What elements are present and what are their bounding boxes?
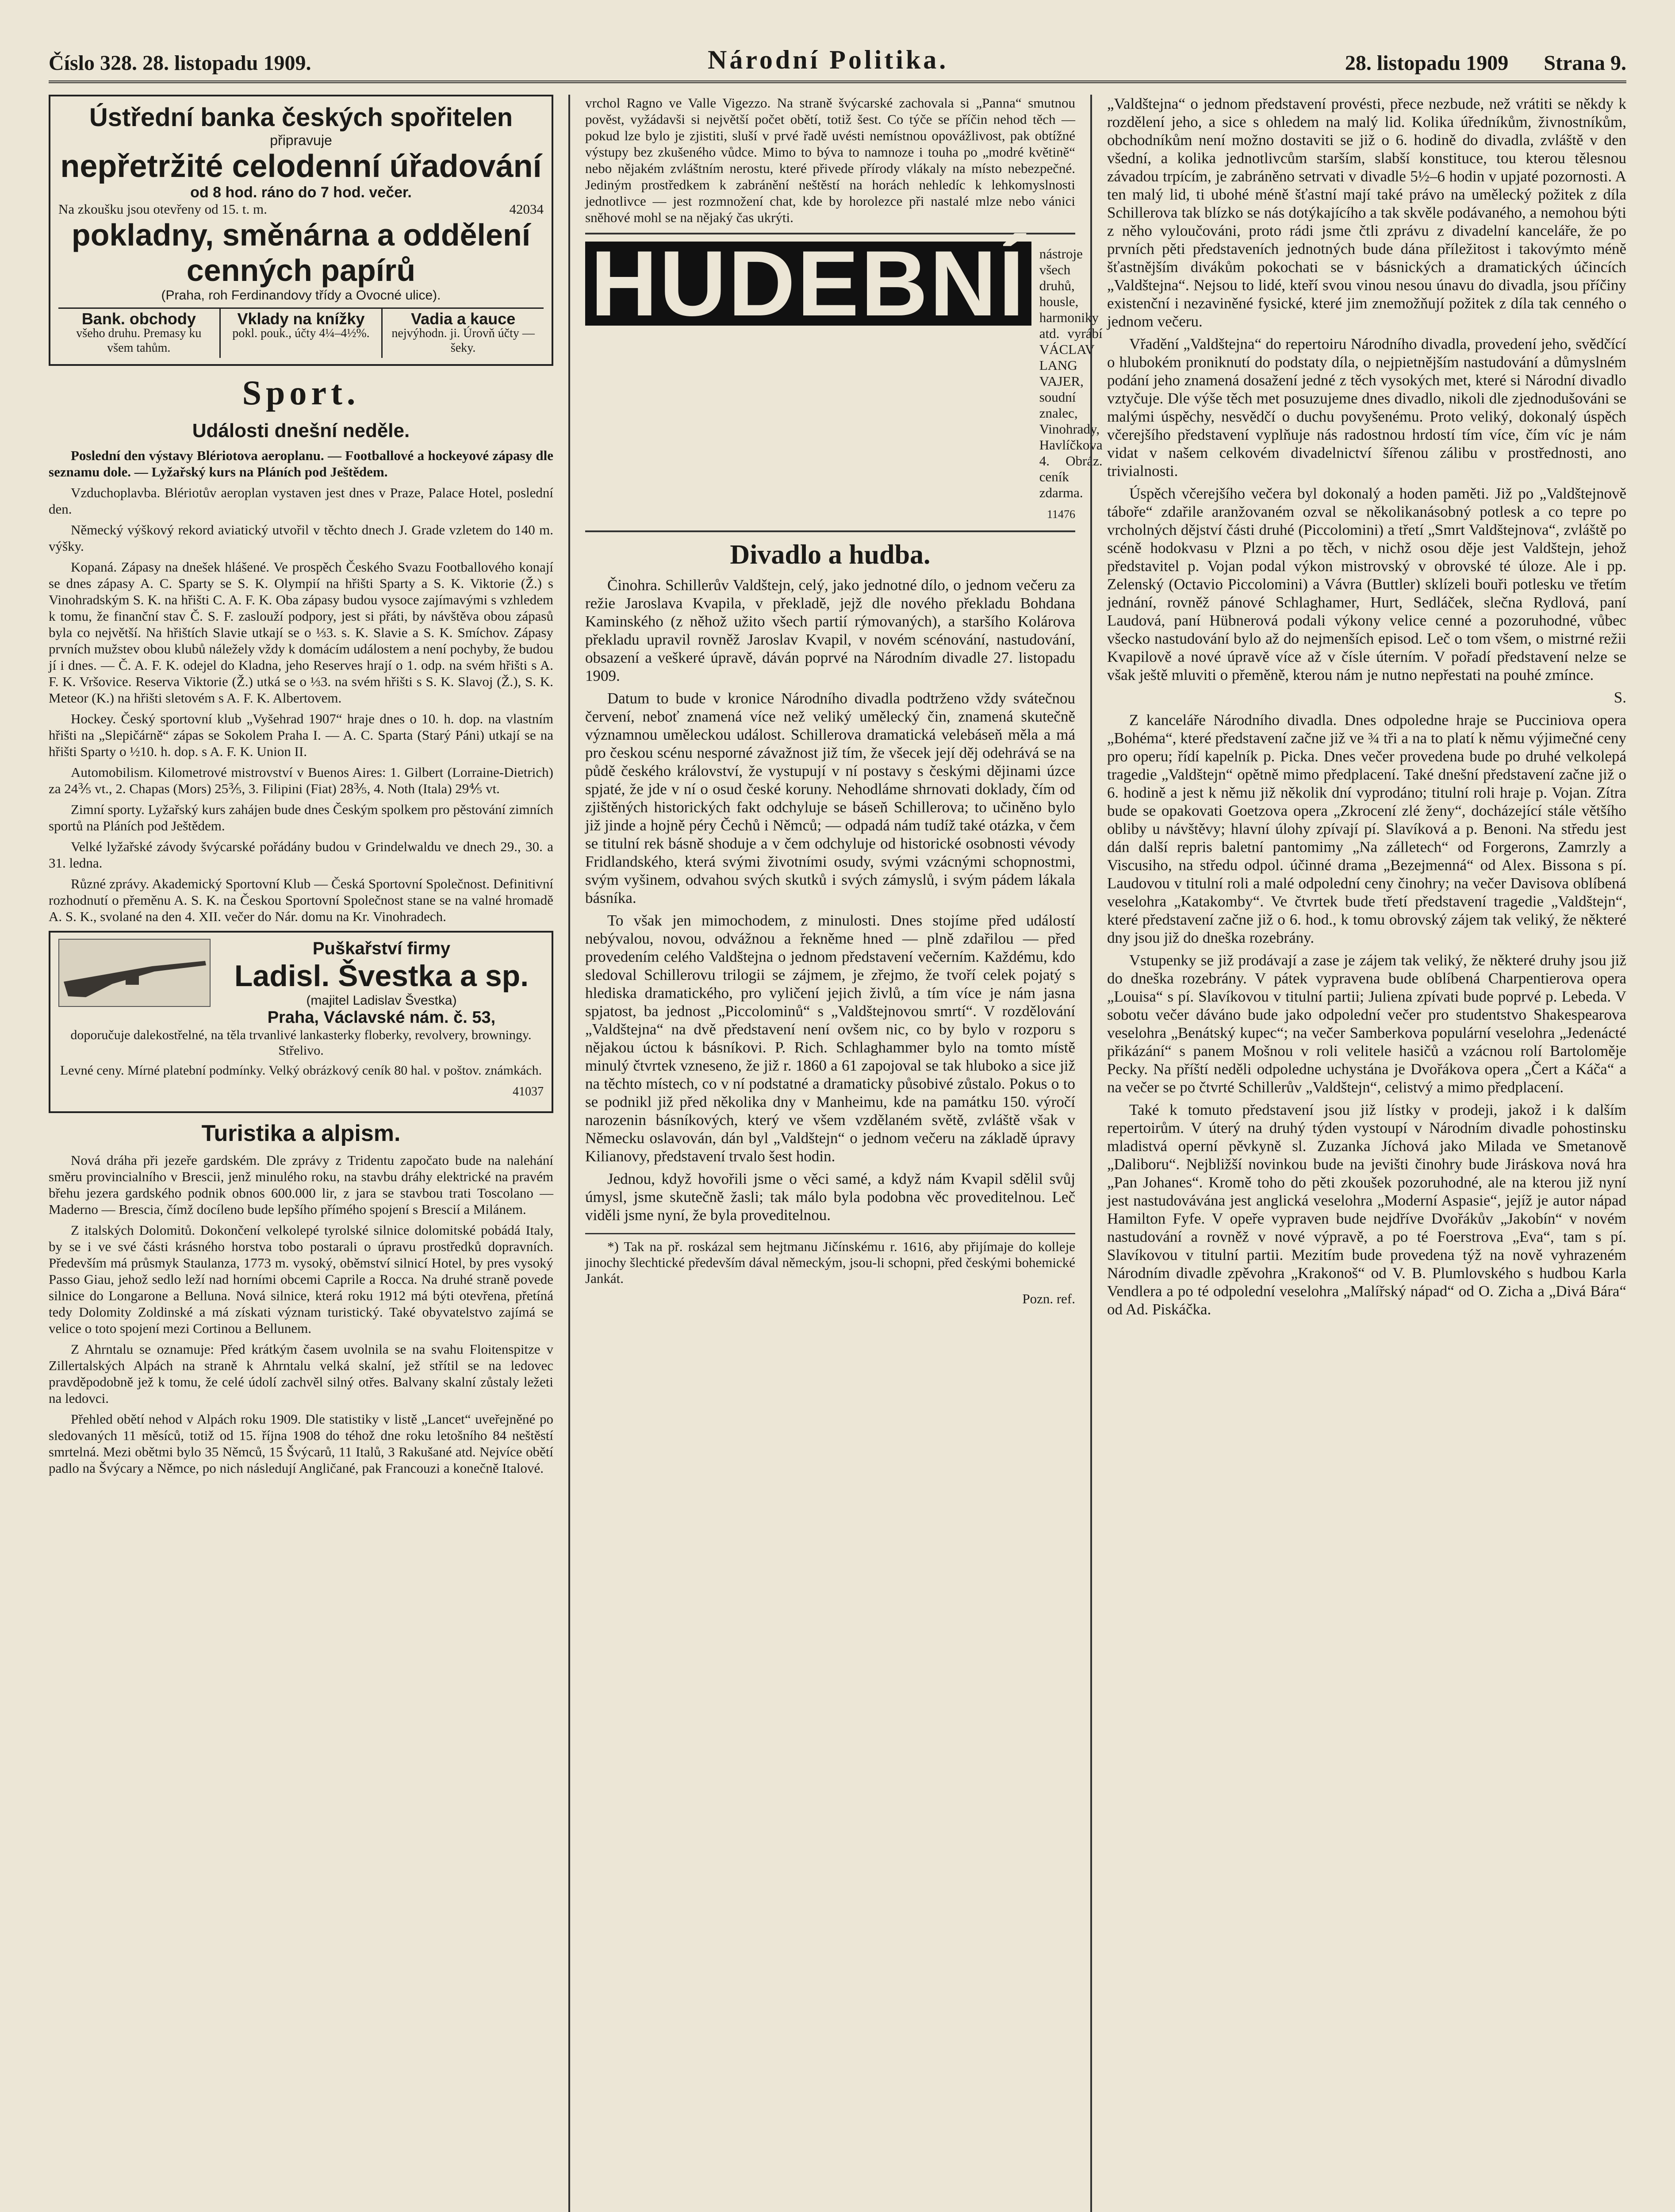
- footnote-text: *) Tak na př. roskázal sem hejtmanu Jičínskému r. 1616, aby přijímaje do kolleje jinochy šlechtické především dával německým, jsou-li schopni, před českými bohemické Jankát.: [585, 1239, 1075, 1286]
- theatre-paragraph: Vřadění „Valdštejna“ do repertoiru Národního divadla, provedení jeho, svědčící o hlubokém proniknutí do podstaty díla, o nejpietnějším nastudování a důmyslném podání jeho znamená dosažení jedné z těch vysokých met, které si Národní divadlo vztyčuje. Dle výše těch met posuzujeme dnes divadlo, nikoli dle zjednodušováni se malými úspěchy, nesvědčí o duchu povyšenému. Proto veliký, dokonalý úspěch včerejšího představení vyplňuje nás radostnou hrdostí tím více, čím víc je nám vidat v našem celkovém divadelnictví šířenou zálibu v prostřednosti, ano trivialnosti.: [1107, 335, 1626, 480]
- bank-trial: Na zkoušku jsou otevřeny od 15. t. m.: [58, 201, 267, 217]
- section-title-sport: Sport.: [242, 373, 360, 412]
- bank-headline-2: pokladny, směnárna a oddělení cenných papírů: [71, 218, 531, 288]
- tourism-paragraph: Z Ahrntalu se oznamuje: Před krátkým časem uvolnila se na svahu Floitenspitze v Zillertalských Alpách na straně k Ahrntalu velká skalní, jež střítil se na ledovec pravděpodobně jež k tomu, že celé údolí zachvěl silný otřes. Balvany skalní zůstaly ležeti na ledovci.: [49, 1341, 553, 1406]
- theatre-paragraph: „Valdštejna“ o jednom představení provésti, přece nezbude, než vrátiti se někdy k rozdělení jeho, a sice s ohledem na malý lid. Kolika úředníkům, živnostníkům, obchodníkům není možno dostaviti se již o 6. hodině do divadla, zvláště v den všední, a kolika jednotlivcům starším, slabší konstituce, tou kterou tělesnou závadou trpícím, je zabráněno setrvati v divadle 5½–6 hodin v upjaté pozornosti. A ten malý lid, ti ubohé méně šťastní mají také právo na umělecký požitek z díla Schillerova tak blízko se nás dotýkajícího a tak skvěle podávaného, a nemohou býti z něho vyloučováni, proto rádi jsme čtli zprávu z divadelní kanceláře, že po prvních pěti představeních jednotných bude dána příležitost i takovýmto méně šťastnějším divákům pokochati se v básnických a dramatických účincích „Valdštejna“. Nejsou to lidé, kteří svou vinou nesou únavu do divadla, jsou příčiny existenční i nezaviněné fysické, které jim znemožňují požitek z díla tak cenného o jednom večeru.: [1107, 95, 1626, 330]
- gun-code: 41037: [513, 1085, 544, 1098]
- theatre-paragraph: Úspěch včerejšího večera byl dokonalý a hoden paměti. Již po „Valdštejnově táboře“ zdařile aranžovaném ozval se několikanásobný potlesk a co tepre po vrcholných dějství části druhé (Piccolomini) a třetí „Smrt Valdštejnova“, zvláště po scéně hodokvasu v Plzni a po těch, v nichž osou děje jest Valdštejn, jehož představitel p. Vojan podal výkon mistrovský v obrovské té úloze. Ale i pp. Zelenský (Octavio Piccolomini) a Vávra (Buttler) sklízeli bouři potlesku ve třetím jednání, rovněž pánové Schlaghamer, Hurt, Sedláček, slečna Rydlová, paní Laudová, paní Hübnerová podali výkony velice cenné a pozoruhodné, vůbec všecko nastudování bylo až do nejmenších episod. Leč o tom všem, o mistrné režii Kvapilově a nové úpravě více až v čísle úterním. V pořadí představení nelze se však ještě mluviti o přeměně, kterou nám je nutno nepřestati na pouhé zmínce.: [1107, 485, 1626, 684]
- sport-paragraph: Hockey. Český sportovní klub „Vyšehrad 1907“ hraje dnes o 10. h. dop. na vlastním hřišti na „Slepičárně“ zápas se Sokolem Praha I. — A. C. Sparta (Starý Páni) utkají se na hřišti Sparty o ½10. h. dop. s A. F. K. Union II.: [49, 711, 553, 759]
- page-header: [49, 27, 1626, 83]
- bank-service: [219, 309, 382, 358]
- tourism-paragraph: Nová dráha při jezeře gardském. Dle zprávy z Tridentu započato bude na nalehání směru provincialního v Brescii, jenž minulého roku, na stavbu dráhy elektrické na pravém břehu jezera gardského podnik obnos 600.000 lir, z jara se stavbou trati Toscolano — Maderno — Brescia, čímž docíleno bude lepšího přímého spojení s Brescií a Milánem.: [49, 1152, 553, 1217]
- footnote: [585, 1233, 1075, 1307]
- page-number: Strana 9.: [1544, 51, 1626, 75]
- service-text: nejvýhodn. ji. Úrovň účty — šeky.: [391, 326, 535, 355]
- gun-line1: Puškařství firmy: [312, 939, 451, 958]
- gun-shop-name: Ladisl. Švestka a sp.: [234, 959, 529, 993]
- bank-headline: nepřetržité celodenní úřadování: [60, 149, 542, 184]
- rifle-illustration-icon: [58, 939, 211, 1007]
- bank-prep: připravuje: [270, 132, 332, 148]
- bank-title: Ústřední banka českých spořitelen: [89, 103, 513, 132]
- bank-service: [381, 309, 544, 358]
- sport-subtitle: Události dnešní neděle.: [192, 420, 410, 442]
- column-2: [568, 95, 1103, 2212]
- gun-address: Praha, Václavské nám. č. 53,: [267, 1008, 496, 1027]
- theatre-paragraph: To však jen mimochodem, z minulosti. Dnes stojíme před událostí nebývalou, novou, odvážnou a řekněme hned — plně zdařilou — před provedením celého Valdštejna o jednom představení večerním. Každému, kdo sledoval Schillerovu trilogii se zájmem, je zřejmo, že tvoří celek pojatý s hlediska dramatického, pro vyličení jejich živlů, a tím více je nám jasna spjatost, ba jednost „Piccolominů“ s „Valdštejnovou smrtí“. V rozdělování „Valdštejna“ na dvě představení není ovšem nic, co by bylo v rozporu s nějakou úctou k básníkovi. P. Rich. Schlaghammer bylo na tomto místě minulý čtvrtek vzneseno, že již r. 1860 a 61 zapojoval se tak hluboko a sice již na těchto místech, co v ní podstatné a dramaticky působivé zůstalo. Pokus o to se podnikl již před několika dny v Manheimu, kde na památku 150. výročí narozenin básníkových, který ve všem vzdělaném světě, zvláště však v Německu oslavován, dán byl „Valdštejn“ o jednom večeru na základě úpravy Kilianovy, představení trvalo šest hodin.: [585, 912, 1075, 1165]
- theatre-paragraph: Také k tomuto představení jsou již lístky v prodeji, jakož i k dalším repertoirům. V úterý na druhý týden vystoupí v Národním divadle pohostinsku mladistvá operní pěvkyně sl. Zuzanka Jíchová jako Milada ve Smetanově „Daliboru“. Nejbližší novinkou bude na jevišti činohry bude Jiráskova nová hra „Pan Johanes“. Kromě toho do pěti zkoušek pozoruhodné, ale na kterou již nyní jest nastudovávána jest anglická veselohra „Moderní Aspasie“, jejíž je autor nápad Hamilton Fyfe. V opeře vypraven bude nejdříve Dvořákův „Jakobín“ v novém nastudování a rovněž v nové výpravě, a po té Foerstrova „Eva“, tam s pí. Slavíkovou v titulní partii. Mezitím bude provedena týž na nově vyhrazeném Národním divadle zpěvohra „Krakonoš“ od V. B. Plumlovského s hudbou Karla Vendlera a po té odpolední veselohra „Malířský nápad“ od O. Zicha a „Divá Bára“ od Ad. Piskáčka.: [1107, 1101, 1626, 1318]
- music-ad-word: HUDEBNÍ: [585, 242, 1031, 326]
- bank-service: [58, 309, 219, 358]
- theatre-paragraph: Vstupenky se již prodávají a zase je zájem tak veliký, že některé druhy jsou již do dneška rozebrány. V pátek vypravena bude oblíbená Charpentierova opera „Louisa“ s pí. Slavíkovou v titulní partii; Juliena zpívati bude poprvé p. Lebeda. V sobotu večer dáváno bude jako odpolední večer pro studentstvo Shakespearova veselohra „Benátský kupec“; na večer Samberkova populární veselohra „Jedenácté přikázání“ s panem Mošnou v roli velitele hasičů a vzácnou rolí Bartoloměje Pecky. Na příští neděli odpoledne uchystána je Dvořákova opera „Čert a Káča“ a na večer se po čtvrté Schillerův „Valdštejn“, celistvý a mimo předplacení.: [1107, 952, 1626, 1096]
- tourism-paragraph: Přehled obětí nehod v Alpách roku 1909. Dle statistiky v listě „Lancet“ uveřejněné po sledovaných 11 měsíců, totiž od 15. října 1908 do téhož dne roku letošního 84 neštěstí smrtelná. Mezi obětmi bylo 35 Němců, 15 Švýcarů, 11 Italů, 3 Rakušané atd. Nejvíce obětí padlo na Švýcary a Němce, po nich následují Angličané, pak Francouzi a konečně Italové.: [49, 1411, 553, 1476]
- sport-paragraph: Různé zprávy. Akademický Sportovní Klub — Česká Sportovní Společnost. Definitivní rozhodnutí o přeměnu A. S. K. na Českou Sportovní Společnost stane se na valné hromadě A. S. K., svolané na den 4. XII. večer do Nár. domu na Kr. Vinohradech.: [49, 876, 553, 924]
- sport-paragraph: Vzduchoplavba. Blériotův aeroplan vystaven jest dnes v Praze, Palace Hotel, poslední den.: [49, 485, 553, 517]
- sport-section: [49, 447, 553, 925]
- header-right: [1345, 51, 1626, 75]
- bank-services: [58, 307, 544, 358]
- theatre-continuation: [1107, 95, 1626, 1318]
- footnote-signature: Pozn. ref.: [1022, 1291, 1075, 1306]
- gun-owner: (majitel Ladislav Švestka): [306, 993, 457, 1008]
- columns: [49, 95, 1626, 2212]
- gun-prices: Levné ceny. Mírné platební podmínky. Velký obrázkový ceník 80 hal. v poštov. známkách.: [60, 1063, 542, 1078]
- bank-code: 42034: [509, 201, 544, 217]
- theatre-paragraph: Datum to bude v kronice Národního divadla podtrženo vždy svátečnou červení, neboť znamená více než veliký umělecký čin, znamená skutečně významnou uměleckou událost. Schillerova dramatická velebáseň měla a má pro českou scénu nesporné závažnost již tím, že všecek její děj odehrává se na půdě českého království, že vystupují v ní postavy s českými dějinami úzce spjaté, že jde v ní o osud české koruny. Nehodláme shrnovati doklady, čím od zjištěných historických fakt odchyluje se báseň Schillerova; to učiněno bylo již jinde a hojně péry Čechů i Němců; — odpadá nám tudíž také otázka, v čem se titulní rek básně shoduje a v čem odchyluje od historické osobnosti vévody Fridlandského, která svými životními osudy, svými vzácnými schopnostmi, svým vyšinem, odvahou svých skutků i svých zámyslů, i svým pádem lákala básníka.: [585, 690, 1075, 906]
- masthead: Národní Politika.: [708, 45, 949, 74]
- bank-advertisement: [49, 95, 553, 366]
- service-title: Bank. obchody: [81, 310, 196, 328]
- theatre-paragraph: Z kanceláře Národního divadla. Dnes odpoledne hraje se Pucciniova opera „Bohéma“, které představení začne již ve ¾ tři a na to platí k němu výjimečné ceny pro operu; řídí kapelník p. Picka. Dnes večer provedena bude po druhé velkolepá tragedie „Valdštejn“ opětně mimo předplacení. Také dnešní představení začne již o 6. hodině a jest k němu již několik dní vyprodáno; titulní roli hraje p. Vojan. Zítra bude se opakovati Goetzova opera „Zkrocení zlé ženy“, docházející stále většího obliby u návštěvy; hlavní úlohy zpívají pí. Slavíková a p. Benoni. Na středu jest dán další repris baletní pantomimy „Na zálletech“ od Forgerons, Zamrzly a Viscusiho, na středu odpol. účinné drama „Bezejmenná“ od Alex. Bissona s pí. Laudovou v titulní roli a malé odpolední ceny činohry; na večer Davisova oblíbená veselohra „Katakomby“. Ve čtvrtek bude třetí představení tragedie „Valdštejn“, které představení začne již o 6. hod., k tomu obrovský zájem tak veliký, že některé dny jsou již do dneška rozebrány.: [1107, 711, 1626, 946]
- section-title-theatre: Divadlo a hudba.: [730, 540, 931, 570]
- alpine-continuation: [585, 95, 1075, 226]
- music-ad-code: 11476: [1046, 508, 1075, 521]
- divider: [585, 530, 1075, 532]
- service-title: Vadia a kauce: [411, 310, 516, 328]
- service-text: všeho druhu. Premasy ku všem tahům.: [76, 326, 202, 355]
- sport-paragraph: Německý výškový rekord aviatický utvořil v těchto dnech J. Grade vzletem do 140 m. výšky.: [49, 522, 553, 554]
- section-title-tourism: Turistika a alpism.: [201, 1121, 401, 1146]
- alpine-paragraph: vrchol Ragno ve Valle Vigezzo. Na straně švýcarské zachovala si „Panna“ smutnou pověst, vyžádavši si největší počet obětí, totiž šest. Co týče se příčin nehod těch — pokud lze bylo je zjistiti, sluší v prvé řadě uvésti nemístnou opovážlivost, pak obtížné výstupy bez zkušeného vůdce. Mimo to býva to namnoze i touha po „modré květině“ nebo nějakém zvláštním nerostu, které přivede přírody vlákaly na místo nebezpečné. Jediným prostředkem k zabránění neštěstí na horách nehledíc k lehkomyslnosti jednotlivce — jest rozmnožení chat, kde by horolezce při nastalé mlze nebo vánici sněhové mohl se na nějaký čas ukrýti.: [585, 95, 1075, 225]
- sport-paragraph: Automobilism. Kilometrové mistrovství v Buenos Aires: 1. Gilbert (Lorraine-Dietrich) za 24⅗ vt., 2. Chapas (Mors) 25⅗, 3. Filipini (Fiat) 28⅗, 4. Noth (Itala) 29⅘ vt.: [49, 764, 553, 796]
- gun-shop-advertisement: [49, 931, 553, 1113]
- music-ad-text: nástroje všech druhů, housle, harmoniky atd. vyrábí VÁCLAV LANG VAJER, soudní znalec, Vinohrady, Havlíčkova 4. Obráz. ceník zdarma.: [1039, 246, 1103, 500]
- review-signature: S.: [1614, 689, 1626, 706]
- tourism-section: [49, 1152, 553, 1476]
- column-1: [49, 95, 568, 2212]
- sport-paragraph: Zimní sporty. Lyžařský kurs zahájen bude dnes Českým spolkem pro pěstování zimních sportů na Pláních pod Ještědem.: [49, 802, 553, 833]
- theatre-paragraph: Činohra. Schillerův Valdštejn, celý, jako jednotné dílo, o jednom večeru za režie Jaroslava Kvapila, v překladě, jejž dle nového překladu Bohdana Kaminského (z něhož užito všech partií rýmovaných), a staršího Kolárova překladu upravil rovněž Jaroslav Kvapil, v novém scénování, nastudování, obsazení a veškeré úpravě, dáván poprvé na Národním divadle 27. listopadu 1909.: [585, 576, 1075, 684]
- gun-text: doporučuje dalekostřelné, na těla trvanlivé lankasterky floberky, revolvery, browningy. Střelivo.: [70, 1028, 532, 1058]
- header-date: 28. listopadu 1909: [1345, 51, 1509, 75]
- bank-trial-row: [58, 201, 544, 217]
- sport-paragraph: Kopaná. Zápasy na dnešek hlášené. Ve prospěch Českého Svazu Footballového konají se dnes zápasy A. C. Sparty se S. K. Olympií na hřišti Sparty a S. K. Viktorie (Ž.) s Vinohradským S. K. na hřišti C. A. F. K. Oba zápasy budou vysoce zajímavými s vzhledem k tomu, že finanční stav Č. S. F. zaslouží podpory, jest si přáti, by návštěva obou zápasů byla co největší. Na hřištích Slavie utkají se o ⅓3. s. K. Slavie a S. K. Smíchov. Zápasy prvních mužstev obou klubů náležely vždy k domácím událostem a není pochyby, že budou jí i dnes. — Č. A. F. K. odejel do Kladna, jeho Reserves hrají o 1. odp. na svém hřišti s A. F. K. Vršovice. Reserva Viktorie (Ž.) utká se o ⅓3. na svém hřišti s S. K. Slavoj (Ž.), S. K. Meteor (K.) na hřišti sletovém s A. F. K. Albertovem.: [49, 559, 553, 706]
- bank-hours: od 8 hod. ráno do 7 hod. večer.: [190, 184, 412, 201]
- issue-info: Číslo 328. 28. listopadu 1909.: [49, 51, 311, 75]
- theatre-section: [585, 576, 1075, 1224]
- bank-address: (Praha, roh Ferdinandovy třídy a Ovocné ulice).: [161, 288, 441, 303]
- theatre-paragraph: Jednou, když hovořili jsme o věci samé, a když nám Kvapil sdělil svůj úmysl, jsme skutečně žasli; tak málo byla podobna věc proveditelnou. Leč viděli jsme nyní, že byla proveditelnou.: [585, 1170, 1075, 1224]
- service-text: pokl. pouk., účty 4¼–4½%.: [232, 326, 370, 340]
- column-3: [1090, 95, 1626, 2212]
- sport-paragraph: Velké lyžařské závody švýcarské pořádány budou v Grindelwaldu ve dnech 29., 30. a 31. ledna.: [49, 839, 553, 871]
- service-title: Vklady na knížky: [237, 310, 365, 328]
- sport-intro: Poslední den výstavy Blériotova aeroplanu. — Footballové a hockeyové zápasy dle seznamu dole. — Lyžařský kurs na Pláních pod Ještědem.: [49, 448, 553, 480]
- tourism-paragraph: Z italských Dolomitů. Dokončení velkolepé tyrolské silnice dolomitské pobádá Italy, by se i ve své části krásného horstva tobo postarali o úpravu prostředků dopravních. Především má průsmyk Staulanza, 1773 m. vysoký, oběmství silnicí Hotel, by pres vysoký Passo Giau, jehož sedlo leží nad horními obcemi Caprile a Rocca. Na druhé straně povede silnice do Longarone a Belluna. Nová silnice, která roku 1912 má býti otevřena, přetíná tedy Dolomity Zoldinské a má získati význam turistický. Také obyvatelstvo zajímá se velice o toto spojení mezi Cortinou a Bellunem.: [49, 1222, 553, 1336]
- music-instruments-advertisement: [585, 231, 1103, 505]
